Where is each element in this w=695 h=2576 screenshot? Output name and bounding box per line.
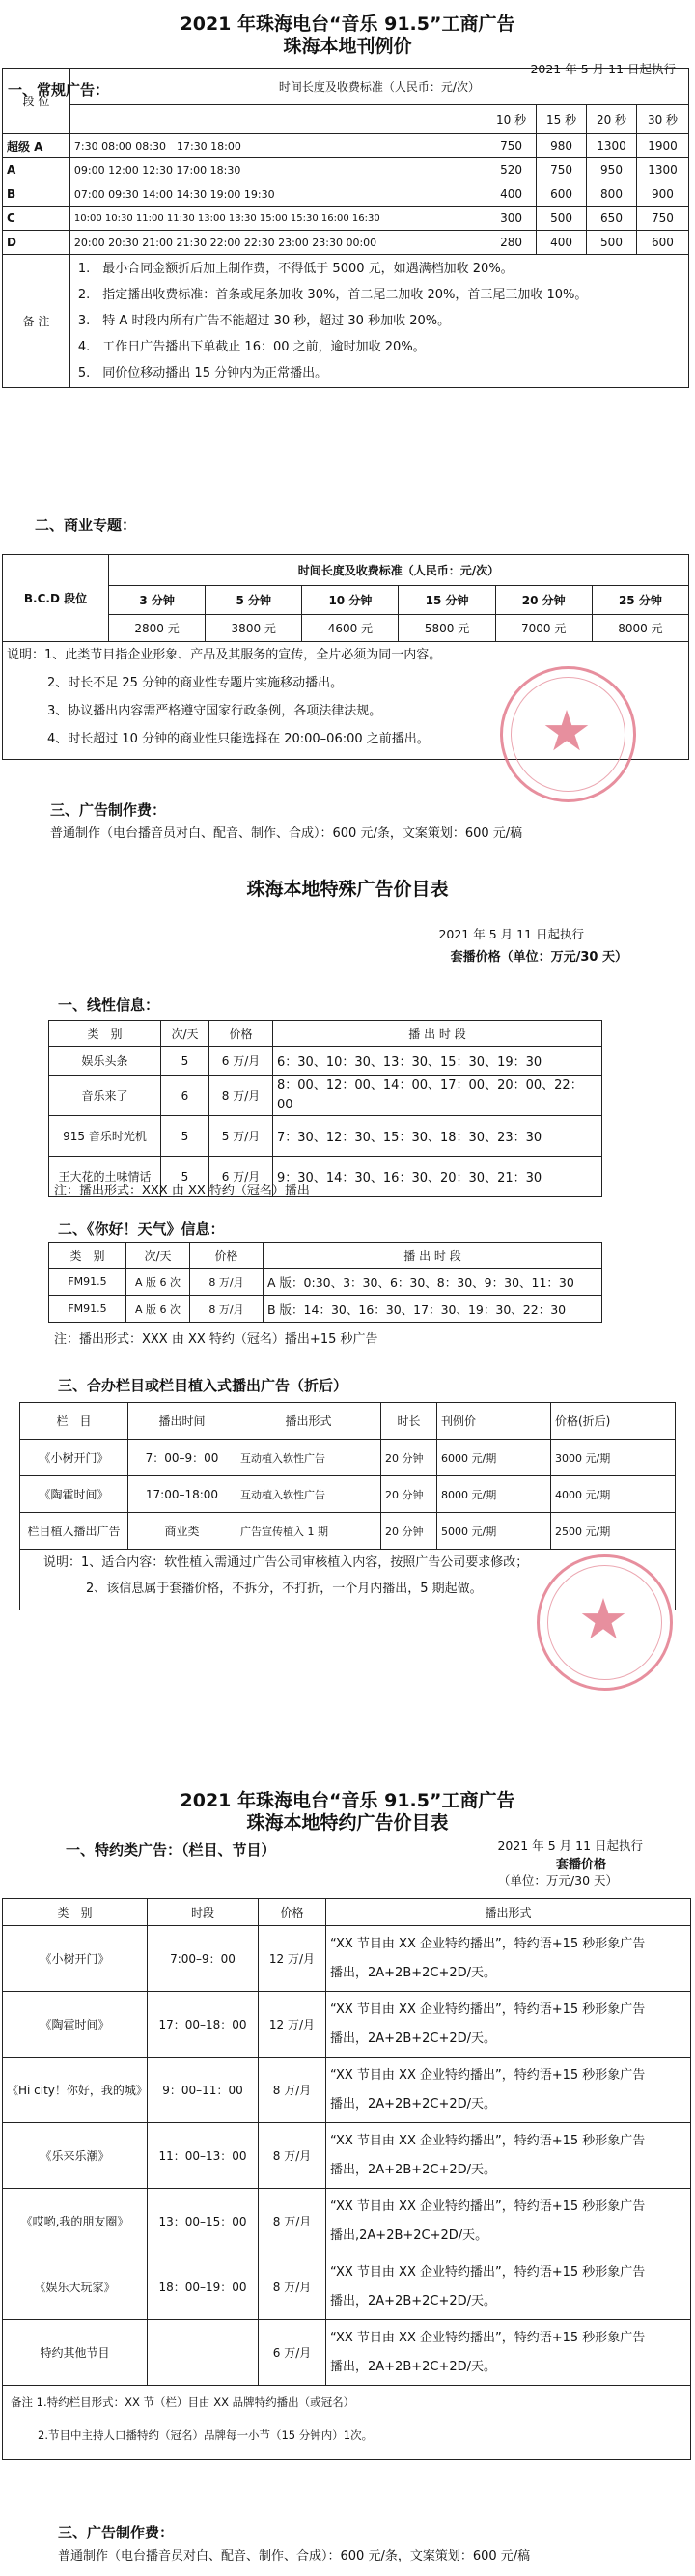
category-cell: 915 音乐时光机 <box>49 1116 161 1157</box>
note-line: 3、协议播出内容需严格遵守国家行政条例，各项法律法规。 <box>47 704 382 718</box>
time-cell: 7:00–9：00 <box>148 1926 259 1992</box>
price-cell: 4600 元 <box>302 615 399 642</box>
slot-cell: A <box>3 158 70 182</box>
section-weather-info: 二、《你好！天气》信息： <box>58 1220 225 1238</box>
col-header: 次/天 <box>161 1021 209 1047</box>
col-header: 时长 <box>381 1403 437 1440</box>
list-price-cell: 5000 元/期 <box>437 1513 551 1550</box>
time-cell: 17:00–18:00 <box>128 1476 236 1513</box>
col-header: 时段 <box>148 1899 259 1926</box>
col-header: 类 别 <box>3 1899 148 1926</box>
category-cell: 娱乐头条 <box>49 1047 161 1076</box>
page2-date: 2021 年 5 月 11 日起执行 <box>438 927 584 941</box>
dur-header: 20 秒 <box>587 105 637 134</box>
table-row <box>49 1047 602 1076</box>
page3-price-label: 套播价格 <box>555 1858 606 1872</box>
form-line: “XX 节目由 XX 企业特约播出”，特约语+15 秒形象广告 <box>330 2264 646 2280</box>
co-program-table <box>19 1402 676 1550</box>
price-cell: 300 <box>486 207 537 231</box>
table-row <box>3 134 689 158</box>
remark-item: 2. 指定播出收费标准：首条或尾条加收 30%，首二尾二加收 20%，首三尾三加收 10%。 <box>77 288 588 302</box>
page3-subtitle: 珠海本地特约广告价目表 <box>246 1812 449 1834</box>
remark-item: 4. 工作日广告播出下单截止 16：00 之前，逾时加收 20%。 <box>77 340 426 354</box>
price-cell: 2800 元 <box>109 615 206 642</box>
time-cell: 18：00–19：00 <box>148 2254 259 2320</box>
count-cell: 5 <box>161 1157 209 1197</box>
program-cell: 栏目植入播出广告 <box>20 1513 128 1550</box>
form-line: “XX 节目由 XX 企业特约播出”，特约语+15 秒形象广告 <box>330 2133 646 2148</box>
note-line: 2、时长不足 25 分钟的商业性专题片实施移动播出。 <box>47 676 344 690</box>
form-line: 播出，2A+2B+2C+2D/天。 <box>330 2359 497 2374</box>
price-cell: 6 万/月 <box>209 1157 273 1197</box>
price-cell: 6 万/月 <box>259 2320 326 2386</box>
price-cell: 8 万/月 <box>259 2189 326 2254</box>
col-header: 播出形式 <box>326 1899 691 1926</box>
program-cell: 《小树开门》 <box>3 1926 148 1992</box>
price-cell: 650 <box>587 207 637 231</box>
program-cell: 《陶霍时间》 <box>20 1476 128 1513</box>
table-row <box>3 2254 691 2320</box>
times-cell: 8：00、12：00、14：00、17：00、20：00、22：00 <box>273 1076 602 1116</box>
form-cell <box>326 2189 691 2254</box>
page1-title: 2021 年珠海电台“音乐 91.5”工商广告 <box>180 14 515 35</box>
note-line: 说明：1、适合内容：软性植入需通过广告公司审核植入内容，按照广告公司要求修改； <box>43 1555 529 1570</box>
col-header: 刊例价 <box>437 1403 551 1440</box>
price-cell: 5800 元 <box>399 615 495 642</box>
price-cell: 500 <box>587 231 637 255</box>
times-cell: 20:00 20:30 21:00 21:30 22:00 22:30 23:00 23:30 00:00 <box>70 231 486 255</box>
time-cell <box>148 2320 259 2386</box>
net-price-cell: 4000 元/期 <box>551 1476 676 1513</box>
count-cell: 6 <box>161 1076 209 1116</box>
col-header: 价格 <box>190 1243 264 1269</box>
section-regular-ads: 一、常规广告： <box>8 81 110 98</box>
note-line: 4、时长超过 10 分钟的商业性只能选择在 20:00–06:00 之前播出。 <box>47 732 430 746</box>
col-header: 类 别 <box>49 1021 161 1047</box>
col-header: 播出形式 <box>236 1403 381 1440</box>
times-cell: A 版：0:30、3：30、6：30、8：30、9：30、11：30 <box>264 1269 602 1296</box>
price-cell: 6 万/月 <box>209 1047 273 1076</box>
form-cell <box>326 2254 691 2320</box>
price-cell: 8000 元 <box>592 615 688 642</box>
program-cell: 《娱乐大玩家》 <box>3 2254 148 2320</box>
price-cell: 750 <box>537 158 587 182</box>
section-business-topic: 二、商业专题： <box>35 517 137 534</box>
col-header: 播出时间 <box>128 1403 236 1440</box>
linear-info-table <box>48 1020 602 1197</box>
dur-header: 10 秒 <box>486 105 537 134</box>
form-line: 播出，2A+2B+2C+2D/天。 <box>330 1965 497 1980</box>
price-cell: 1300 <box>587 134 637 158</box>
price-cell: 1300 <box>636 158 688 182</box>
table-row <box>3 2189 691 2254</box>
company-seal-stamp: ★ <box>537 1554 673 1691</box>
slot-cell: C <box>3 207 70 231</box>
production-fee-text-3: 普通制作（电台播音员对白、配音、制作、合成）：600 元/条，文案策划：600 元/稿 <box>58 2549 531 2563</box>
form-cell <box>326 1926 691 1992</box>
price-cell: 520 <box>486 158 537 182</box>
form-line: 播出，2A+2B+2C+2D/天。 <box>330 2293 497 2309</box>
price-cell: 980 <box>537 134 587 158</box>
form-line: “XX 节目由 XX 企业特约播出”，特约语+15 秒形象广告 <box>330 2330 646 2345</box>
category-cell: FM91.5 <box>49 1269 126 1296</box>
note-line: 说明：1、此类节目指企业形象、产品及其服务的宣传，全片必须为同一内容。 <box>7 648 442 662</box>
duration-cell: 20 分钟 <box>381 1440 437 1476</box>
price-cell: 5 万/月 <box>209 1116 273 1157</box>
duration-cell: 20 分钟 <box>381 1476 437 1513</box>
col-header: 栏 目 <box>20 1403 128 1440</box>
count-cell: 5 <box>161 1047 209 1076</box>
page1-date: 2021 年 5 月 11 日起执行 <box>530 62 676 76</box>
price-cell: 600 <box>537 182 587 207</box>
price-cell: 900 <box>636 182 688 207</box>
form-line: 播出,2A+2B+2C+2D/天。 <box>330 2227 488 2243</box>
form-cell: 互动植入软性广告 <box>236 1440 381 1476</box>
production-fee-text: 普通制作（电台播音员对白、配音、制作、合成）：600 元/条，文案策划：600 元/稿 <box>50 826 523 841</box>
times-cell: 7:30 08:00 08:30 17:30 18:00 <box>70 134 486 158</box>
count-cell: A 版 6 次 <box>126 1296 190 1323</box>
weather-info-table <box>48 1242 602 1323</box>
slot-cell: B <box>3 182 70 207</box>
note-line: 2.节目中主持人口播特约（冠名）品牌每一小节（15 分钟内）1次。 <box>38 2428 374 2442</box>
page3-date: 2021 年 5 月 11 日起执行 <box>497 1838 643 1853</box>
table-row <box>20 1513 676 1550</box>
category-cell: 音乐来了 <box>49 1076 161 1116</box>
table-row <box>3 1992 691 2058</box>
form-cell: 广告宣传植入 1 期 <box>236 1513 381 1550</box>
form-cell: 互动植入软性广告 <box>236 1476 381 1513</box>
slot-cell: D <box>3 231 70 255</box>
table-row <box>3 2058 691 2123</box>
note-line: 2、该信息属于套播价格，不拆分，不打折，一个月内播出，5 期起做。 <box>86 1582 483 1596</box>
form-line: “XX 节目由 XX 企业特约播出”，特约语+15 秒形象广告 <box>330 2198 646 2214</box>
price-cell: 750 <box>486 134 537 158</box>
price-cell: 8 万/月 <box>259 2123 326 2189</box>
program-cell: 《小树开门》 <box>20 1440 128 1476</box>
time-fee-header: 时间长度及收费标准（人民币：元/次） <box>70 69 688 105</box>
section-production-fee: 三、广告制作费： <box>50 801 167 819</box>
price-cell: 8 万/月 <box>209 1076 273 1116</box>
col-header: 类 别 <box>49 1243 126 1269</box>
slot-header: 段 位 <box>3 69 70 134</box>
table-row <box>20 1440 676 1476</box>
dur-header: 30 秒 <box>636 105 688 134</box>
price-cell: 7000 元 <box>495 615 592 642</box>
times-cell: 6：30、10：30、13：30、15：30、19：30 <box>273 1047 602 1076</box>
table-row <box>3 1926 691 1992</box>
col-header: 播 出 时 段 <box>264 1243 602 1269</box>
price-cell: 8 万/月 <box>259 2254 326 2320</box>
price-cell: 280 <box>486 231 537 255</box>
price-cell: 600 <box>636 231 688 255</box>
times-cell: 09:00 12:00 12:30 17:00 18:30 <box>70 158 486 182</box>
program-cell: 《陶霍时间》 <box>3 1992 148 2058</box>
col-header: 价格 <box>209 1021 273 1047</box>
price-cell: 400 <box>486 182 537 207</box>
dur-header: 5 分钟 <box>206 586 302 615</box>
sponsor-ads-notes <box>2 2386 691 2460</box>
col-header: 播 出 时 段 <box>273 1021 602 1047</box>
business-topic-table <box>2 554 689 642</box>
program-cell: 《Hi city！你好，我的城》 <box>3 2058 148 2123</box>
category-cell: FM91.5 <box>49 1296 126 1323</box>
remark-item: 5. 同价位移动播出 15 分钟内为正常播出。 <box>77 366 328 380</box>
price-cell: 500 <box>537 207 587 231</box>
bcd-slot-header: B.C.D 段位 <box>3 555 109 642</box>
price-cell: 750 <box>636 207 688 231</box>
count-cell: A 版 6 次 <box>126 1269 190 1296</box>
price-cell: 400 <box>537 231 587 255</box>
dur-header: 3 分钟 <box>109 586 206 615</box>
net-price-cell: 2500 元/期 <box>551 1513 676 1550</box>
list-price-cell: 6000 元/期 <box>437 1440 551 1476</box>
table-row <box>20 1476 676 1513</box>
section-sponsor-ads: 一、特约类广告：（栏目、节目） <box>66 1841 276 1859</box>
times-cell: 7：30、12：30、15：30、18：30、23：30 <box>273 1116 602 1157</box>
time-cell: 11：00–13：00 <box>148 2123 259 2189</box>
col-header: 次/天 <box>126 1243 190 1269</box>
times-cell: 9：30、14：30、16：30、20：30、21：30 <box>273 1157 602 1197</box>
slot-cell: 超级 A <box>3 134 70 158</box>
category-cell: 王大花的土味情话 <box>49 1157 161 1197</box>
table-row <box>49 1076 602 1116</box>
form-line: 播出，2A+2B+2C+2D/天。 <box>330 2030 497 2046</box>
net-price-cell: 3000 元/期 <box>551 1440 676 1476</box>
price-cell: 12 万/月 <box>259 1992 326 2058</box>
table-row <box>3 2320 691 2386</box>
remarks-label: 备 注 <box>3 255 70 388</box>
dur-header: 25 分钟 <box>592 586 688 615</box>
remark-item: 1. 最小合同金额折后加上制作费，不得低于 5000 元，如遇满档加收 20%。 <box>77 262 514 276</box>
price-cell: 800 <box>587 182 637 207</box>
dur-header: 20 分钟 <box>495 586 592 615</box>
sponsor-ads-table <box>2 1898 691 2386</box>
time-cell: 13：00–15：00 <box>148 2189 259 2254</box>
section-production-fee-3: 三、广告制作费： <box>58 2524 175 2541</box>
regular-ads-table <box>2 68 689 388</box>
price-cell: 8 万/月 <box>190 1269 264 1296</box>
page3-price-unit: （单位：万元/30 天） <box>497 1873 618 1888</box>
page2-price-unit: 套播价格（单位：万元/30 天） <box>450 950 627 965</box>
col-header: 价格 <box>259 1899 326 1926</box>
dur-header: 15 秒 <box>537 105 587 134</box>
table-row <box>3 182 689 207</box>
linear-info-note: 注：播出形式：XXX 由 XX 特约（冠名）播出 <box>54 1184 310 1198</box>
program-cell: 《哎哟,我的朋友圈》 <box>3 2189 148 2254</box>
count-cell: 5 <box>161 1116 209 1157</box>
price-cell: 3800 元 <box>206 615 302 642</box>
page1-subtitle: 珠海本地刊例价 <box>283 36 412 57</box>
form-line: 播出，2A+2B+2C+2D/天。 <box>330 2162 497 2177</box>
form-line: “XX 节目由 XX 企业特约播出”，特约语+15 秒形象广告 <box>330 1936 646 1951</box>
table-row <box>49 1296 602 1323</box>
table-row <box>3 231 689 255</box>
table-row <box>3 158 689 182</box>
form-line: 播出，2A+2B+2C+2D/天。 <box>330 2096 497 2112</box>
price-cell: 1900 <box>636 134 688 158</box>
form-cell <box>326 2123 691 2189</box>
col-header: 价格(折后) <box>551 1403 676 1440</box>
program-cell: 《乐来乐潮》 <box>3 2123 148 2189</box>
company-seal-stamp: ★ <box>500 666 636 802</box>
page3-title: 2021 年珠海电台“音乐 91.5”工商广告 <box>180 1790 515 1811</box>
form-cell <box>326 1992 691 2058</box>
times-cell: B 版：14：30、16：30、17：30、19：30、22：30 <box>264 1296 602 1323</box>
dur-header: 15 分钟 <box>399 586 495 615</box>
list-price-cell: 8000 元/期 <box>437 1476 551 1513</box>
section-co-program: 三、合办栏目或栏目植入式播出广告（折后） <box>58 1377 348 1394</box>
program-cell: 特约其他节目 <box>3 2320 148 2386</box>
table-row <box>49 1116 602 1157</box>
times-cell: 10:00 10:30 11:00 11:30 13:00 13:30 15:00 15:30 16:00 16:30 <box>70 207 486 231</box>
table-row <box>49 1269 602 1296</box>
form-line: “XX 节目由 XX 企业特约播出”，特约语+15 秒形象广告 <box>330 2002 646 2017</box>
page2-title: 珠海本地特殊广告价目表 <box>246 879 449 900</box>
time-cell: 17：00–18：00 <box>148 1992 259 2058</box>
remark-item: 3. 特 A 时段内所有广告不能超过 30 秒，超过 30 秒加收 20%。 <box>77 314 451 328</box>
price-cell: 8 万/月 <box>259 2058 326 2123</box>
dur-header: 10 分钟 <box>302 586 399 615</box>
note-line: 备注 1.特约栏目形式：XX 节（栏）目由 XX 品牌特约播出（或冠名） <box>11 2395 355 2409</box>
table-row <box>3 2123 691 2189</box>
section-linear-info: 一、线性信息： <box>58 996 160 1014</box>
price-cell: 950 <box>587 158 637 182</box>
table-row <box>3 207 689 231</box>
price-cell: 12 万/月 <box>259 1926 326 1992</box>
time-cell: 商业类 <box>128 1513 236 1550</box>
form-line: “XX 节目由 XX 企业特约播出”，特约语+15 秒形象广告 <box>330 2067 646 2083</box>
form-cell <box>326 2320 691 2386</box>
remarks-cell <box>70 255 688 388</box>
duration-cell: 20 分钟 <box>381 1513 437 1550</box>
time-cell: 7：00–9：00 <box>128 1440 236 1476</box>
form-cell <box>326 2058 691 2123</box>
weather-info-note: 注：播出形式：XXX 由 XX 特约（冠名）播出+15 秒广告 <box>54 1332 378 1347</box>
price-cell: 8 万/月 <box>190 1296 264 1323</box>
time-cell: 9：00–11：00 <box>148 2058 259 2123</box>
times-cell: 07:00 09:30 14:00 14:30 19:00 19:30 <box>70 182 486 207</box>
time-fee-header: 时间长度及收费标准（人民币：元/次） <box>109 555 689 586</box>
